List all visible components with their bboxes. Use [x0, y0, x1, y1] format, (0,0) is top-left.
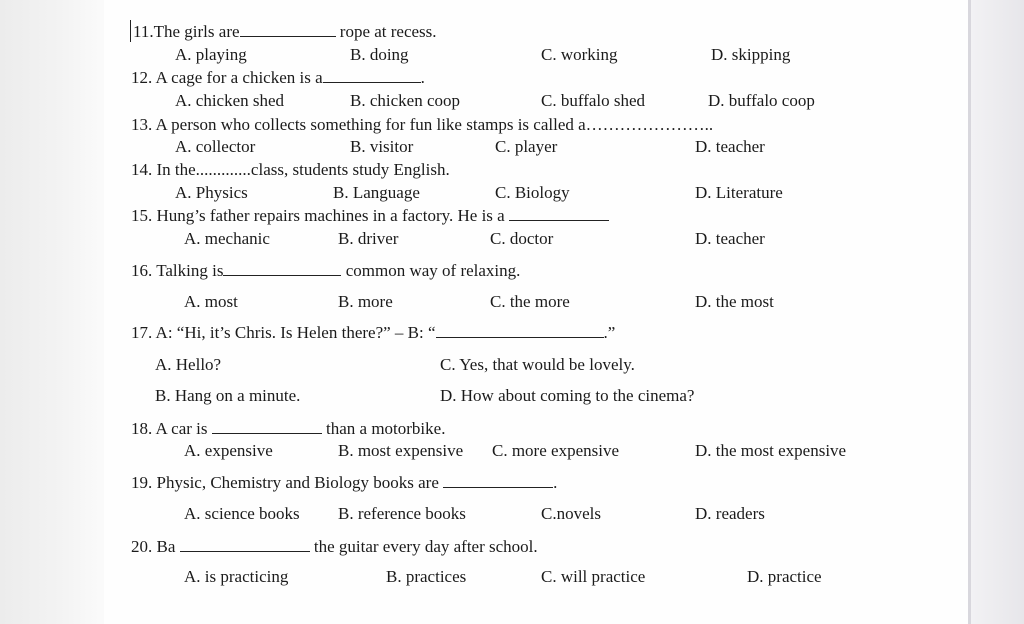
question-14-option-a[interactable]: A. Physics	[175, 183, 248, 202]
question-19-option-c[interactable]: C.novels	[541, 504, 601, 523]
question-12-option-c[interactable]: C. buffalo shed	[541, 91, 646, 110]
question-11-option-c[interactable]: C. working	[541, 45, 618, 64]
question-12-option-b[interactable]: B. chicken coop	[350, 91, 460, 110]
question-12-option-d[interactable]: D. buffalo coop	[708, 91, 815, 110]
question-20-option-b[interactable]: B. practices	[386, 567, 467, 586]
question-11-option-a[interactable]: A. playing	[175, 45, 247, 64]
question-15-stem: 15. Hung’s father repairs machines in a factory. He is a	[131, 206, 609, 226]
question-13-stem: 13. A person who collects something for fun like stamps is called a…………………..	[131, 115, 714, 134]
question-15-option-d[interactable]: D. teacher	[695, 229, 765, 248]
question-16-stem: 16. Talking is common way of relaxing.	[131, 261, 521, 280]
question-18-option-b[interactable]: B. most expensive	[338, 441, 464, 460]
question-18-stem: 18. A car is than a motorbike.	[131, 419, 446, 438]
question-17-option-b[interactable]: B. Hang on a minute.	[155, 386, 301, 405]
question-17-option-c[interactable]: C. Yes, that would be lovely.	[440, 355, 635, 374]
question-11-option-d[interactable]: D. skipping	[711, 45, 791, 64]
question-20-option-c[interactable]: C. will practice	[541, 567, 646, 586]
page-edge	[968, 0, 971, 624]
question-15-option-b[interactable]: B. driver	[338, 229, 399, 248]
question-14-option-d[interactable]: D. Literature	[695, 183, 783, 202]
question-18-option-a[interactable]: A. expensive	[184, 441, 273, 460]
question-11-stem: 11.The girls are rope at recess.	[133, 22, 437, 41]
question-16-option-d[interactable]: D. the most	[695, 292, 774, 311]
question-20-option-a[interactable]: A. is practicing	[184, 567, 289, 586]
question-12-stem: 12. A cage for a chicken is a .	[131, 68, 425, 87]
question-13-option-c[interactable]: C. player	[495, 137, 558, 156]
question-19-stem: 19. Physic, Chemistry and Biology books are .	[131, 473, 558, 492]
question-16-option-b[interactable]: B. more	[338, 292, 393, 311]
question-17-option-a[interactable]: A. Hello?	[155, 355, 222, 374]
question-19-option-d[interactable]: D. readers	[695, 504, 765, 523]
question-14-stem: 14. In the.............class, students study English.	[131, 160, 450, 179]
question-11-option-b[interactable]: B. doing	[350, 45, 409, 64]
question-18-option-c[interactable]: C. more expensive	[492, 441, 619, 460]
question-16-option-c[interactable]: C. the more	[490, 292, 570, 311]
question-13-option-a[interactable]: A. collector	[175, 137, 256, 156]
question-12-option-a[interactable]: A. chicken shed	[175, 91, 285, 110]
question-18-option-d[interactable]: D. the most expensive	[695, 441, 847, 460]
question-19-option-b[interactable]: B. reference books	[338, 504, 466, 523]
question-17-option-d[interactable]: D. How about coming to the cinema?	[440, 386, 695, 405]
question-20-option-d[interactable]: D. practice	[747, 567, 822, 586]
question-14-option-b[interactable]: B. Language	[333, 183, 420, 202]
question-13-option-d[interactable]: D. teacher	[695, 137, 765, 156]
question-16-option-a[interactable]: A. most	[184, 292, 238, 311]
question-15-option-c[interactable]: C. doctor	[490, 229, 554, 248]
question-15-option-a[interactable]: A. mechanic	[184, 229, 270, 248]
question-14-option-c[interactable]: C. Biology	[495, 183, 570, 202]
question-20-stem: 20. Ba the guitar every day after school.	[131, 537, 538, 556]
question-19-option-a[interactable]: A. science books	[184, 504, 300, 523]
text-cursor	[130, 20, 131, 42]
question-17-stem: 17. A: “Hi, it’s Chris. Is Helen there?” – B: “ .”	[131, 323, 616, 342]
question-13-option-b[interactable]: B. visitor	[350, 137, 414, 156]
